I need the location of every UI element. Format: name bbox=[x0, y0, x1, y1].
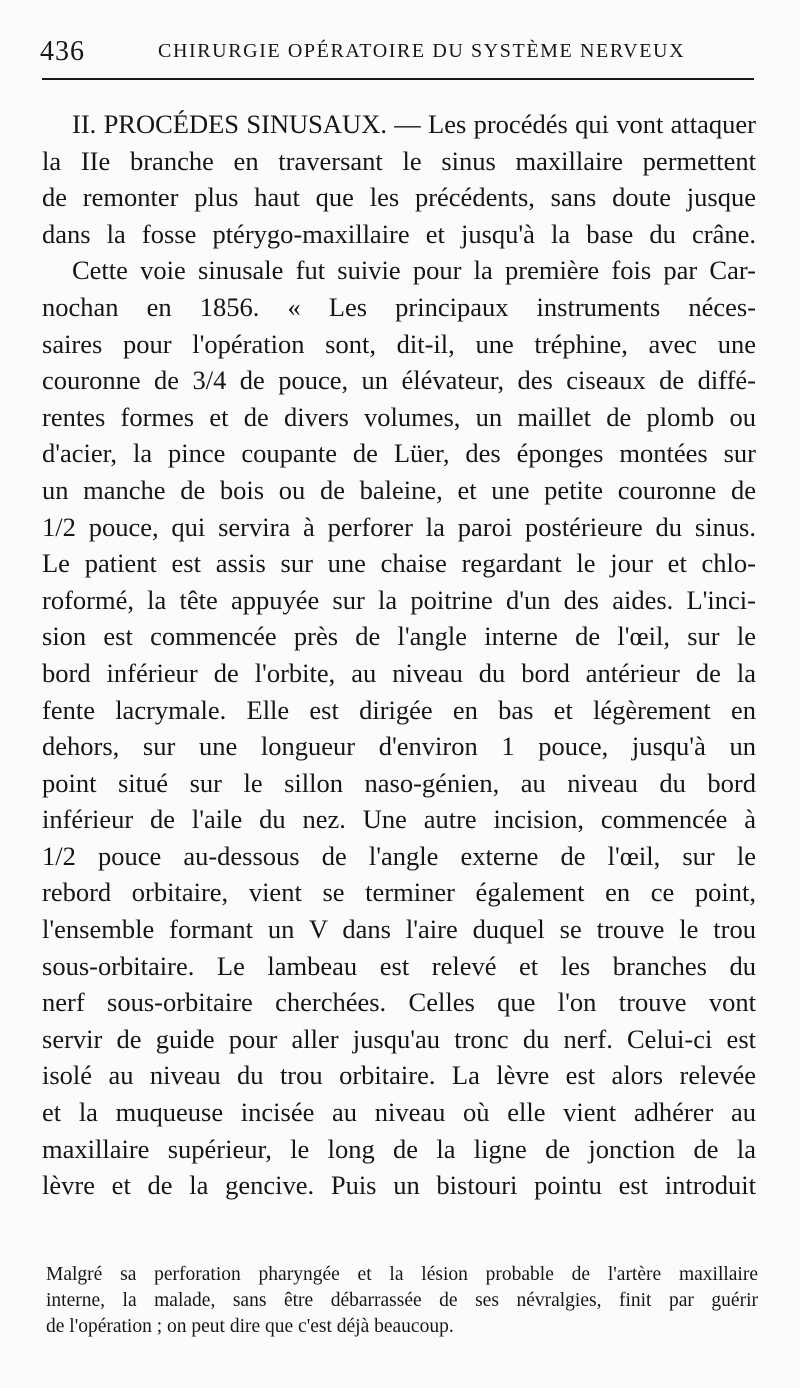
text-line: d'acier, la pince coupante de Lüer, des éponges montées sur bbox=[42, 438, 756, 469]
text-line: l'ensemble formant un V dans l'aire duquel se trouve le trou bbox=[42, 914, 756, 945]
text-line: nochan en 1856. « Les principaux instruments néces- bbox=[42, 291, 756, 322]
text-line: saires pour l'opération sont, dit-il, une tréphine, avec une bbox=[42, 328, 756, 359]
text-line: sion est commencée près de l'angle interne de l'œil, sur le bbox=[42, 621, 756, 652]
text-line: lèvre et de la gencive. Puis un bistouri pointu est introduit bbox=[42, 1170, 756, 1201]
footnote-line: de l'opération ; on peut dire que c'est déjà beaucoup. bbox=[46, 1316, 454, 1337]
text-line: rentes formes et de divers volumes, un maillet de plomb ou bbox=[42, 401, 756, 432]
text-line: de remonter plus haut que les précédents, sans doute jusque bbox=[42, 182, 756, 213]
text-line: sous-orbitaire. Le lambeau est relevé et les branches du bbox=[42, 950, 756, 981]
text-line: rebord orbitaire, vient se terminer également en ce point, bbox=[42, 877, 756, 908]
text-line: un manche de bois ou de baleine, et une petite couronne de bbox=[42, 474, 756, 505]
text-line: point situé sur le sillon naso-génien, au niveau du bord bbox=[42, 767, 756, 798]
text-line: inférieur de l'aile du nez. Une autre incision, commencée à bbox=[42, 804, 756, 835]
text-line: servir de guide pour aller jusqu'au tronc du nerf. Celui-ci est bbox=[42, 1023, 756, 1054]
body-text bbox=[42, 106, 756, 1204]
footnote-line: Malgré sa perforation pharyngée et la lésion probable de l'artère maxillaire bbox=[46, 1264, 758, 1285]
text-line: Le patient est assis sur une chaise regardant le jour et chlo- bbox=[42, 548, 756, 579]
footnote-line: interne, la malade, sans être débarrassée de ses névralgies, finit par guérir bbox=[46, 1290, 758, 1311]
text-line: nerf sous-orbitaire cherchées. Celles que l'on trouve vont bbox=[42, 987, 756, 1018]
running-title: CHIRURGIE OPÉRATOIRE DU SYSTÈME NERVEUX bbox=[158, 40, 686, 62]
text-line: fente lacrymale. Elle est dirigée en bas et légèrement en bbox=[42, 694, 756, 725]
footnote bbox=[46, 1262, 758, 1340]
text-line: II. PROCÉDES SINUSAUX. — Les procédés qui vont attaquer bbox=[72, 109, 756, 139]
text-line: couronne de 3/4 de pouce, un élévateur, des ciseaux de diffé- bbox=[42, 365, 756, 396]
text-line: dehors, sur une longueur d'environ 1 pouce, jusqu'à un bbox=[42, 731, 756, 762]
text-line: la IIe branche en traversant le sinus maxillaire permettent bbox=[42, 145, 756, 176]
text-line: bord inférieur de l'orbite, au niveau du bord antérieur de la bbox=[42, 657, 756, 688]
text-line: dans la fosse ptérygo-maxillaire et jusqu'à la base du crâne. bbox=[42, 218, 756, 249]
text-line: isolé au niveau du trou orbitaire. La lèvre est alors relevée bbox=[42, 1060, 756, 1091]
text-line: et la muqueuse incisée au niveau où elle vient adhérer au bbox=[42, 1097, 756, 1128]
header-rule bbox=[42, 78, 754, 80]
text-line: roformé, la tête appuyée sur la poitrine d'un des aides. L'inci- bbox=[42, 584, 756, 615]
text-line: 1/2 pouce au-dessous de l'angle externe de l'œil, sur le bbox=[42, 840, 756, 871]
text-line: Cette voie sinusale fut suivie pour la première fois par Car- bbox=[72, 255, 756, 286]
text-line: 1/2 pouce, qui servira à perforer la paroi postérieure du sinus. bbox=[42, 511, 756, 542]
page-number: 436 bbox=[40, 36, 85, 67]
page-header bbox=[40, 26, 754, 70]
text-line: maxillaire supérieur, le long de la ligne de jonction de la bbox=[42, 1133, 756, 1164]
